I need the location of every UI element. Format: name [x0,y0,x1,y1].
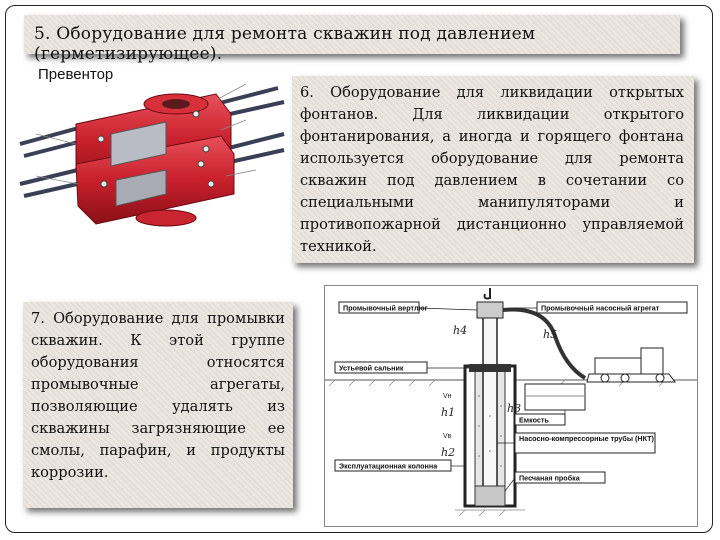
h2-label: h2 [441,446,456,459]
tank-label: Емкость [519,415,549,425]
section-7-box [23,302,293,508]
tubing-label: Насосно-компрессорные трубы (НКТ) [519,434,654,443]
vv-label: Vв [443,433,452,440]
vn-label: Vн [443,393,452,400]
h3-label: h3 [507,402,522,415]
h4-label: h4 [453,324,468,337]
section-6-text: 6. Оборудование для ликвидации открытых фонтанов. Для ликвидации открытого фонтанирования, а иногда и горящего фонтана используется оборудование для ремонта скважин под давлением в сочетании со специальными манипуляторами и противопожарной дистанционно управляемой техникой. [300,84,684,255]
casing-label: Эксплуатационная колонна [339,461,438,471]
section-7-text: 7. Оборудование для промывки скважин. К этой группе оборудования относятся промывочные агрегаты, позволяющие удалять из скважины загрязняющие ее смолы, парафин, и продукты коррозии. [31,310,285,481]
flushing-diagram [324,285,698,527]
sand-plug-label: Песчаная пробка [519,473,580,483]
section-5-box [24,15,680,64]
preventer-label: Превентор [38,66,114,83]
wellhead-seal-label: Устьевой сальник [339,363,404,373]
section-6-box [292,76,694,263]
swivel-label: Промывочный вертлюг [343,303,428,313]
preventer-image [16,84,288,234]
section-5-title: 5. Оборудование для ремонта скважин под давлением (герметизирующее). [34,24,536,64]
pump-unit-label: Промывочный насосный агрегат [541,303,660,313]
h5-label: h5 [543,328,558,341]
h1-label: h1 [441,406,456,419]
